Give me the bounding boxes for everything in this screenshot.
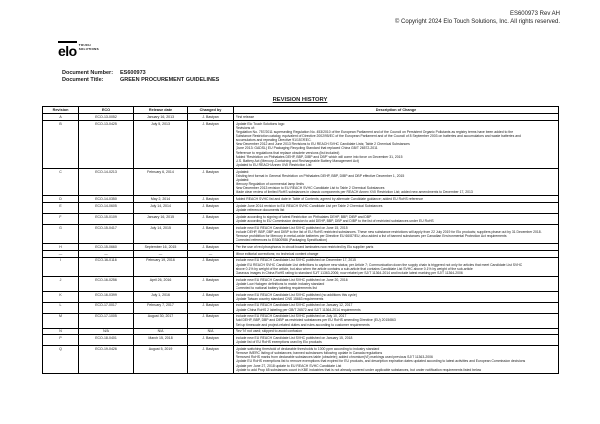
release-date-cell: January 16, 2013: [134, 114, 188, 121]
changed-by-cell: J. Bastyan: [188, 203, 234, 214]
release-date-cell: February 19, 2016: [134, 257, 188, 276]
description-cell: Include new EU REACH Candidate List SVHC published on January 12, 2017 Update China RoHS 2 labeling per GB/T 26572 and SJ/T 11364-2014 requirements: [234, 302, 559, 313]
table-row: [43, 214, 559, 225]
changed-by-cell: J. Bastyan: [188, 244, 234, 251]
changed-by-cell: J. Bastyan: [188, 120, 234, 168]
column-header-revision: Revision: [43, 107, 79, 114]
description-cell: Include new EU REACH Candidate List SVHC published on January 15, 2018 Update list of EU RoHS exemptions used by Elo products: [234, 335, 559, 346]
description-cell: Include new EU REACH Candidate List SVHC published (no additions this cycle) Update Taiwan country standard CNS 15663 requirements: [234, 291, 559, 302]
logo-tagline-line1: TOUCH: [78, 43, 91, 47]
revision-cell: E: [43, 203, 79, 214]
changed-by-cell: N/A: [188, 328, 234, 335]
eco-cell: ECO-15-0660: [79, 244, 134, 251]
revision-history-section: [42, 97, 558, 374]
eco-cell: ECO-13-0052: [79, 114, 134, 121]
release-date-cell: February 7, 2017: [134, 302, 188, 313]
release-date-cell: March 15, 2018: [134, 335, 188, 346]
eco-cell: ECO-16-0256: [79, 276, 134, 291]
changed-by-cell: J. Bastyan: [188, 291, 234, 302]
eco-cell: ECO-17-0017: [79, 302, 134, 313]
release-date-cell: September 16, 2015: [134, 244, 188, 251]
description-cell: Update according to signing of latest Restriction on Phthalates DEHP, BBP, DIBP and DBP Update according to EU Commission decision to add DEHP, BBP, DBP and DIBP to the list of restricted substances under EU RoHS: [234, 214, 559, 225]
document-info-block: [62, 70, 219, 85]
table-row: [43, 257, 559, 276]
changed-by-cell: J. Bastyan: [188, 196, 234, 203]
eco-cell: ECO-14-0605: [79, 203, 134, 214]
description-cell: Include new EU REACH Candidate List SVHC published on December 17, 2015 Update EU REACH SVHC Candidate List definitions to capture new status; per Article 7; Communication down the supply chain is triggered not only for articles that meet Candidate List SVHC above 0.1% by weight of the article, but also when the article contains a sub-article that contains Candidate List SVHC above 0.1% by weight of the sub-article Gaseous images in China RoHS rating to standard SJ/T 11363-2006; now relabel per SJ/T 11364-2014 and include latest marking per SJ/T 11364-2006: [234, 257, 559, 276]
revision-cell: B: [43, 120, 79, 168]
table-row: [43, 250, 559, 257]
copyright-text: © Copyright 2024 Elo Touch Solutions, Inc. All rights reserved.: [394, 18, 560, 25]
description-cell: First release: [234, 114, 559, 121]
release-date-cell: August 5, 2019: [134, 346, 188, 373]
description-cell: Updated: Existing text format in General Restriction on Phthalates DEHP, BBP, DIBP and DBP effective December 1, 2015 Updated: Mercury Regulation of commercial lamp limits New December 2013 revision to EU REACH SVHC Candidate List to Table 2 Chemical Substances Made clear review of limited RoHS substances in classic components per REACH Annex XVII Restriction List; added new amendments to December 17, 2013: [234, 168, 559, 195]
revision-cell: F: [43, 214, 79, 225]
eco-cell: ECO-14-0213: [79, 168, 134, 195]
eco-cell: ECO-16-0399: [79, 291, 134, 302]
changed-by-cell: J. Bastyan: [188, 313, 234, 328]
release-date-cell: May 2, 2014: [134, 196, 188, 203]
eco-cell: ECO-13-0425: [79, 120, 134, 168]
column-header-release-date: Release date: [134, 107, 188, 114]
eco-cell: ECO-15-0417: [79, 224, 134, 243]
column-header-description: Description of Change: [234, 107, 559, 114]
revision-cell: A: [43, 114, 79, 121]
description-cell: Rev 'N' not used; skipped to avoid confusion: [234, 328, 559, 335]
description-cell: Update Elo Touch Solutions logo Revisions of: Regulation No. 757/2011 superseding Regulation No. 453/2010 of the European Parliament and of the Council on Persistent Organic Pollutants as registry terms have been added to the Substance Restriction catalog; equivalent of Directive 2002/95/EC of the European Parliament and of the Council of 8 September 2003 on batteries and accumulators and waste batteries and accumulators and repealing Directive 91/157/EEC. New December 2012 and June 2013 Revisions to EU REACH SVHC Candidate Lists; Table 2 Chemical Substances (June 2013: GADSL) EU Packaging Recycling Standard that replaced China GB/T 26572-2011 Reference to regulations that replace obsolete versions (list included) Added 'Restriction on Phthalates DEHP, BBP, DIBP and DBP' which will come into force on December 31, 2015 U.S. Battery Act (Mercury-Containing and Rechargeable Battery Management Act) Updated to EU REACH Annex XVII Restriction List: [234, 120, 559, 168]
table-row: [43, 276, 559, 291]
description-cell: Include new EU REACH Candidate List SVHC published on June 20, 2016 Update Low Halogen definitions to match industry standard Corrected to national battery labeling requirements list: [234, 276, 559, 291]
description-cell: Include new EU REACH Candidate List SVHC published on July 10, 2017 Add DEHP, BBP, DBP and DIBP as restricted substances per EU RoHS amending Directive (EU) 2015/863 Set up timescale and project-related duties and rules according to customer requirements: [234, 313, 559, 328]
eco-cell: ECO-17-1005: [79, 313, 134, 328]
revision-table-body: [43, 114, 559, 374]
release-date-cell: July 14, 2015: [134, 224, 188, 243]
revision-cell: J: [43, 276, 79, 291]
eco-cell: ECO-14-0350: [79, 196, 134, 203]
revision-cell: D: [43, 196, 79, 203]
changed-by-cell: J. Bastyan: [188, 335, 234, 346]
changed-by-cell: J. Bastyan: [188, 168, 234, 195]
changed-by-cell: J. Bastyan: [188, 114, 234, 121]
revision-cell: —: [43, 250, 79, 257]
eco-cell: ECO-18-0401: [79, 335, 134, 346]
table-row: [43, 346, 559, 373]
table-row: [43, 168, 559, 195]
table-row: [43, 291, 559, 302]
eco-cell: N/A: [79, 328, 134, 335]
page-header: [395, 11, 560, 26]
release-date-cell: —: [134, 250, 188, 257]
revision-cell: Q: [43, 346, 79, 373]
release-date-cell: July 14, 2014: [134, 203, 188, 214]
revision-cell: N: [43, 328, 79, 335]
document-title-value: GREEN PROCUREMENT GUIDELINES: [120, 77, 220, 84]
release-date-cell: N/A: [134, 328, 188, 335]
logo-tagline-line2: SOLUTIONS: [78, 46, 99, 51]
eco-cell: ECO-15-0109: [79, 214, 134, 225]
doc-rev-text: ES600973 Rev AH: [509, 11, 560, 17]
description-cell: Per the use of red phosphorus in circuit board laminates now restricted by Elo supplier parts: [234, 244, 559, 251]
changed-by-cell: J. Bastyan: [188, 346, 234, 373]
revision-cell: I: [43, 257, 79, 276]
revision-cell: P: [43, 335, 79, 346]
table-row: [43, 120, 559, 168]
release-date-cell: January 16, 2015: [134, 214, 188, 225]
release-date-cell: July 5, 2013: [134, 120, 188, 168]
revision-cell: G: [43, 224, 79, 243]
table-row: [43, 114, 559, 121]
revision-cell: H: [43, 244, 79, 251]
revision-history-title: REVISION HISTORY: [272, 97, 328, 103]
release-date-cell: February 6, 2014: [134, 168, 188, 195]
revision-cell: K: [43, 291, 79, 302]
revision-cell: C: [43, 168, 79, 195]
description-cell: Update June 2014 revision to EU REACH SVHC Candidate List per Table 2 Chemical Substances Update reference documents list: [234, 203, 559, 214]
revision-cell: M: [43, 313, 79, 328]
document-number-value: ES600973: [120, 70, 146, 76]
changed-by-cell: J. Bastyan: [188, 214, 234, 225]
table-row: [43, 335, 559, 346]
document-title-label: Document Title:: [62, 77, 104, 84]
document-number-label: Document Number:: [62, 70, 114, 76]
table-row: [43, 244, 559, 251]
description-cell: Update switching threshold of declarable thresholds to 1000 ppm according to industry standard Remove IMERC listing of substances; banned substances following update in Canada regulations Removed RoHS marks from declarable substances table (obsolete); added chromium(VI) markings used previous SJ/T 11363-2006 Update EU RoHS exemptions list to remove exemptions that expired for EU products, and description expiration dates updated according to latest activities and European Commission decisions Update per June 27, 2018 update to EU REACH SVHC Candidate List Update to add Prop 65 substances count in KBE industries that is not already covered under applicable substances, but under notification requirements listed below: [234, 346, 559, 373]
column-header-eco: ECO: [79, 107, 134, 114]
revision-cell: L: [43, 302, 79, 313]
release-date-cell: August 30, 2017: [134, 313, 188, 328]
table-row: [43, 328, 559, 335]
release-date-cell: April 26, 2016: [134, 276, 188, 291]
table-row: [43, 224, 559, 243]
elo-logo: [58, 41, 99, 58]
changed-by-cell: J. Bastyan: [188, 257, 234, 276]
table-row: [43, 196, 559, 203]
table-row: [43, 203, 559, 214]
description-cell: Added REACH SVHC list and date in Table of Contents; agreed by alternate Candidate guidance; added EU RoHS reference: [234, 196, 559, 203]
column-header-changed-by: Changed by: [188, 107, 234, 114]
table-row: [43, 313, 559, 328]
table-row: [43, 302, 559, 313]
eco-cell: ECO-16-0116: [79, 257, 134, 276]
changed-by-cell: J. Bastyan: [188, 276, 234, 291]
description-cell: Minor editorial corrections; no technical content change: [234, 250, 559, 257]
changed-by-cell: —: [188, 250, 234, 257]
revision-history-table: [42, 106, 559, 374]
release-date-cell: July 1, 2016: [134, 291, 188, 302]
eco-cell: ECO-19-0426: [79, 346, 134, 373]
changed-by-cell: J. Bastyan: [188, 302, 234, 313]
description-cell: Include new EU REACH Candidate List SVHC published on June 15, 2015 Include DEHP, BBP, DBP and DIBP to the list of EU RoHS restricted substances. These new substance restrictions will apply from 22 July 2019 for Elo products; suppliers phase out by 31 December 2018. Remove prohibition for Mercury in metal-oxide batteries per Directive EU 66/87/EU; also added a list of banned substances per Canadian Environmental Protection Act requirements Corrected references to ES600986 (Packaging Specification): [234, 224, 559, 243]
eco-cell: —: [79, 250, 134, 257]
table-header-row: [43, 107, 559, 114]
elo-logo-tagline: [79, 44, 99, 51]
changed-by-cell: J. Bastyan: [188, 224, 234, 243]
elo-logo-wordmark: elo: [58, 42, 77, 59]
